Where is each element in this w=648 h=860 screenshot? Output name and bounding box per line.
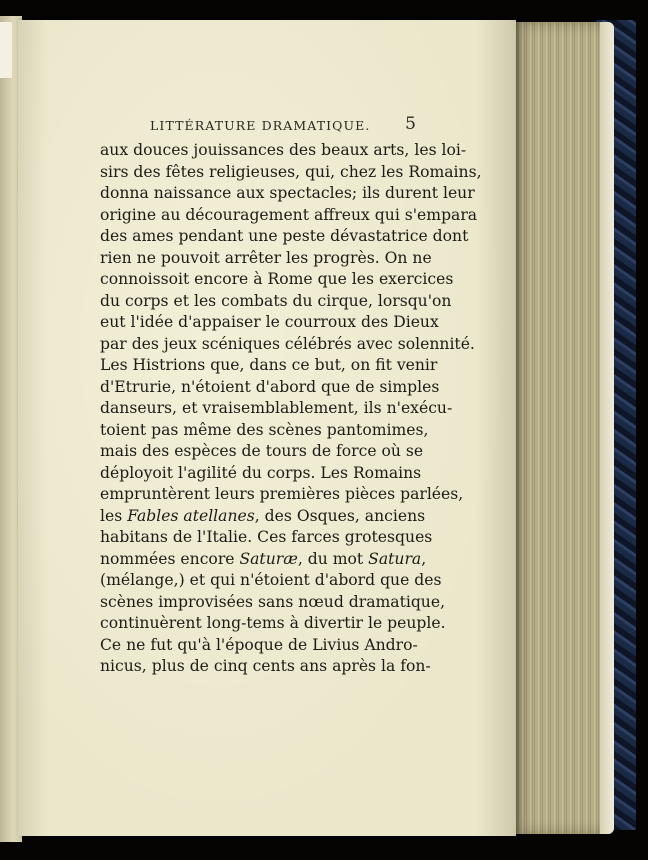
- text-line: par des jeux scéniques célébrés avec solennité.: [100, 334, 475, 353]
- running-title: LITTÉRATURE DRAMATIQUE.: [150, 118, 371, 133]
- text-line: du corps et les combats du cirque, lorsqu'on: [100, 291, 452, 310]
- text-fragment: ,: [421, 549, 427, 568]
- text-line: habitans de l'Italie. Ces farces grotesques: [100, 528, 433, 546]
- text-line: (mélange,) et qui n'étoient d'abord que des: [100, 571, 442, 589]
- text-line: scènes improvisées sans nœud dramatique,: [100, 592, 446, 611]
- text-line: toient pas même des scènes pantomimes,: [100, 420, 429, 439]
- text-fragment: , des Osques, anciens: [254, 506, 426, 525]
- text-line: Ce ne fut qu'à l'époque de Livius Andro-: [100, 635, 418, 654]
- text-line: déployoit l'agilité du corps. Les Romains: [100, 463, 422, 482]
- text-line: eut l'idée d'appaiser le courroux des Dieux: [100, 313, 439, 331]
- text-line: Les Histrions que, dans ce but, on fit venir: [100, 356, 438, 374]
- text-fragment: les: [100, 506, 128, 525]
- text-line: connoissoit encore à Rome que les exercices: [100, 270, 454, 288]
- body-text: [100, 140, 482, 678]
- text-line: sirs des fêtes religieuses, qui, chez les Romains,: [100, 162, 482, 181]
- text-line: rien ne pouvoit arrêter les progrès. On ne: [100, 248, 432, 267]
- text-line: continuèrent long-tems à divertir le peuple.: [100, 614, 446, 632]
- running-head: [130, 114, 416, 136]
- text-line-mixed: [100, 506, 426, 528]
- text-line: nicus, plus de cinq cents ans après la fon-: [100, 657, 431, 675]
- italic-term: Fables atellanes: [127, 506, 255, 525]
- italic-term: Saturæ: [239, 549, 298, 568]
- italic-term: Satura: [368, 549, 422, 568]
- text-line: des ames pendant une peste dévastatrice dont: [100, 227, 469, 245]
- text-line: donna naissance aux spectacles; ils durent leur: [100, 184, 475, 202]
- text-line: aux douces jouissances des beaux arts, les loi-: [100, 141, 467, 159]
- color-calibration-tab: [0, 22, 12, 78]
- text-fragment: nommées encore: [100, 549, 240, 568]
- text-line: danseurs, et vraisemblablement, ils n'exécu-: [100, 399, 453, 417]
- text-line: empruntèrent leurs premières pièces parlées,: [100, 485, 464, 503]
- page-block-edges: [510, 22, 614, 834]
- text-fragment: , du mot: [297, 549, 369, 568]
- text-line: origine au découragement affreux qui s'empara: [100, 205, 478, 224]
- text-line: mais des espèces de tours de force où se: [100, 442, 424, 460]
- text-line-mixed: [100, 549, 427, 571]
- page-number: 5: [405, 114, 416, 134]
- text-line: d'Etrurie, n'étoient d'abord que de simples: [100, 377, 440, 396]
